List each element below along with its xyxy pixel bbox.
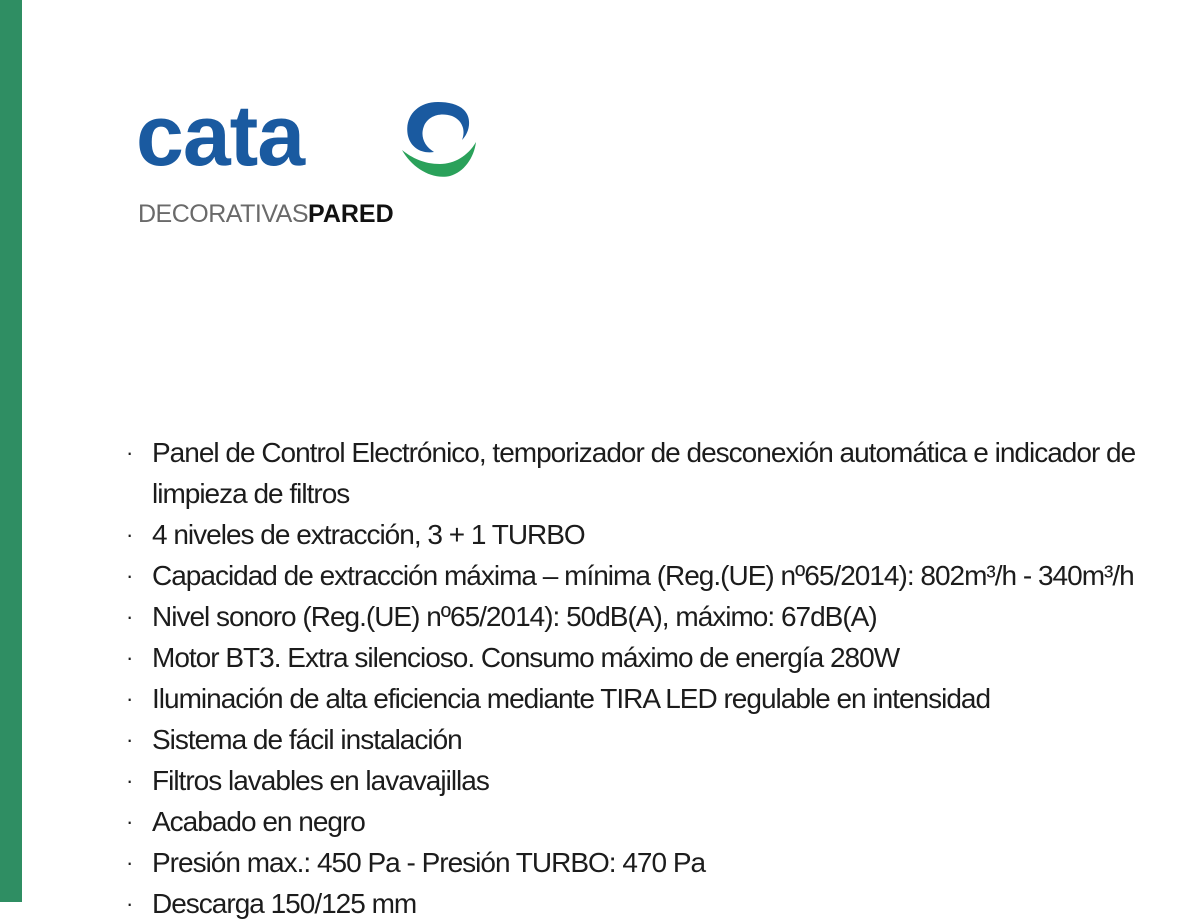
list-item	[120, 555, 1180, 596]
bullet-icon: ·	[126, 563, 133, 588]
bullet-icon: ·	[126, 645, 133, 670]
list-item	[120, 842, 1180, 883]
subtitle-light: DECORATIVAS	[138, 200, 308, 228]
feature-text: Sistema de fácil instalación	[152, 724, 462, 755]
bullet-icon: ·	[126, 768, 133, 793]
list-item	[120, 801, 1180, 842]
bullet-icon: ·	[126, 440, 133, 465]
bullet-icon: ·	[126, 727, 133, 752]
bullet-icon: ·	[126, 850, 133, 875]
logo-swirl-icon	[398, 92, 478, 184]
list-item	[120, 596, 1180, 637]
feature-text: Descarga 150/125 mm	[152, 888, 417, 919]
product-category-subtitle	[138, 198, 394, 230]
list-item	[120, 514, 1180, 555]
bullet-icon: ·	[126, 891, 133, 916]
subtitle-bold: PARED	[308, 200, 394, 228]
list-item	[120, 637, 1180, 678]
feature-list	[120, 432, 1180, 924]
bullet-icon: ·	[126, 604, 133, 629]
bullet-icon: ·	[126, 809, 133, 834]
feature-text: Filtros lavables en lavavajillas	[152, 765, 489, 796]
feature-text: 4 niveles de extracción, 3 + 1 TURBO	[152, 519, 585, 550]
list-item	[120, 432, 1180, 514]
feature-text: Panel de Control Electrónico, temporizador de desconexión automática e indicador de limpieza de filtros	[152, 437, 1136, 509]
feature-text: Acabado en negro	[152, 806, 365, 837]
list-item	[120, 760, 1180, 801]
logo-wordmark: cata	[136, 88, 305, 184]
feature-text: Presión max.: 450 Pa - Presión TURBO: 470 Pa	[152, 847, 706, 878]
bullet-icon: ·	[126, 686, 133, 711]
feature-text: Capacidad de extracción máxima – mínima (Reg.(UE) nº65/2014): 802m³/h - 340m³/h	[152, 560, 1134, 591]
feature-text: Iluminación de alta eficiencia mediante TIRA LED regulable en intensidad	[152, 683, 991, 714]
side-accent-bar	[0, 0, 22, 902]
list-item	[120, 719, 1180, 760]
list-item	[120, 678, 1180, 719]
feature-text: Nivel sonoro (Reg.(UE) nº65/2014): 50dB(A), máximo: 67dB(A)	[152, 601, 877, 632]
cata-logo	[136, 88, 476, 188]
feature-text: Motor BT3. Extra silencioso. Consumo máximo de energía 280W	[152, 642, 900, 673]
bullet-icon: ·	[126, 522, 133, 547]
list-item	[120, 883, 1180, 924]
